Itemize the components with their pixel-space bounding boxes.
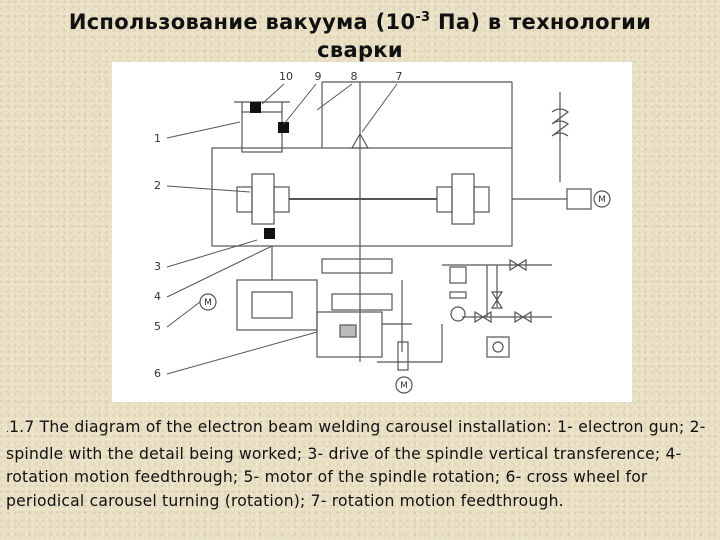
motor-label: M xyxy=(204,298,212,308)
label-2: 2 xyxy=(154,179,161,192)
label-7: 7 xyxy=(395,70,403,83)
label-9: 9 xyxy=(314,70,322,83)
label-8: 8 xyxy=(350,70,358,83)
vertical-drive-housing xyxy=(237,280,317,330)
title-suffix: Па) в технологии сварки xyxy=(317,10,652,62)
feedthrough-block xyxy=(264,228,275,239)
label-6: 6 xyxy=(154,367,161,380)
page-title xyxy=(40,4,680,64)
vacuum-chamber-frame xyxy=(212,148,512,246)
label-3: 3 xyxy=(154,260,161,273)
electron-gun-housing xyxy=(242,112,282,152)
label-5: 5 xyxy=(154,320,161,333)
welding-carousel-diagram xyxy=(112,62,632,402)
caption-text: 1.7 The diagram of the electron beam welding carousel installation: 1- electron gun; 2- spindle with the detail being worked; 3- drive of the spindle vertical transference; 4- rotation motion feedthrough; 5- motor of the spindle rotation; 6- cross wheel for periodical carousel turning (rotation); 7- rotation motion feedthrough. xyxy=(6,418,706,510)
label-4: 4 xyxy=(154,290,161,303)
title-exponent: -3 xyxy=(415,10,431,25)
motor-label: M xyxy=(598,195,606,205)
label-1: 1 xyxy=(154,132,161,145)
left-spindle-unit xyxy=(252,174,274,224)
title-main: Использование вакуума (10 xyxy=(68,10,416,34)
gun-cathode-block xyxy=(250,102,261,113)
motor-label: M xyxy=(400,381,408,391)
gun-lens-block xyxy=(278,122,289,133)
diagram-drawing xyxy=(112,62,632,402)
caption-prefix: . xyxy=(6,425,10,435)
right-spindle-unit xyxy=(452,174,474,224)
label-10: 10 xyxy=(279,70,293,83)
figure-caption xyxy=(6,416,712,513)
